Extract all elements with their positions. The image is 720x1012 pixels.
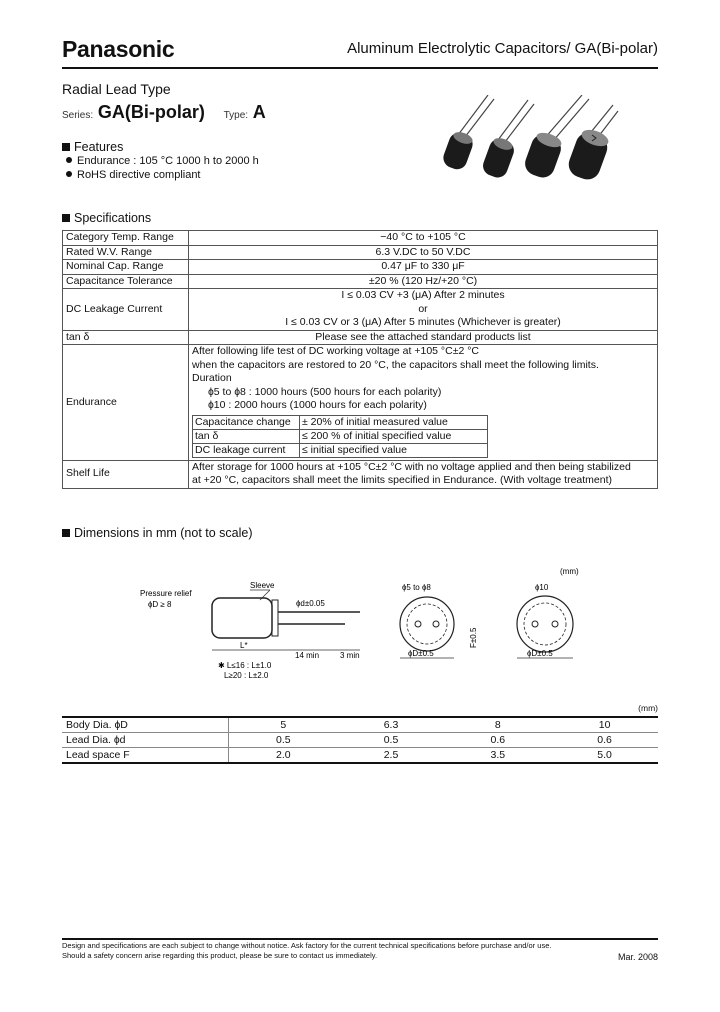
spec-label: DC Leakage Current bbox=[63, 289, 189, 331]
dim-cell: 0.6 bbox=[551, 733, 658, 748]
dim-label: Lead Dia. ɸd bbox=[62, 733, 229, 748]
spec-label: Capacitance Tolerance bbox=[63, 274, 189, 289]
limit-value: ≤ initial specified value bbox=[300, 443, 488, 457]
spec-value: ±20 % (120 Hz/+20 °C) bbox=[189, 274, 658, 289]
bullet-icon bbox=[66, 171, 72, 177]
spec-value bbox=[189, 460, 658, 488]
dimension-drawing bbox=[140, 562, 580, 687]
dim-cell: 10 bbox=[551, 717, 658, 733]
footer-line: Design and specifications are each subject to change without notice. Ask factory for the current technical specifications before purchase and/or use. bbox=[62, 941, 552, 950]
table-row bbox=[63, 274, 658, 289]
front-view-small-label: ɸ5 to ɸ8 bbox=[402, 583, 431, 592]
footer-rule bbox=[62, 938, 658, 940]
type-label: Type: bbox=[223, 110, 249, 121]
pressure-relief-note: ɸD ≥ 8 bbox=[148, 600, 172, 609]
limit-item: tan δ bbox=[193, 429, 300, 443]
table-row bbox=[63, 260, 658, 275]
header-rule bbox=[62, 67, 658, 69]
endurance-text: when the capacitors are restored to 20 °C, the capacitors shall meet the following limits. bbox=[192, 358, 599, 371]
pressure-relief-label: Pressure relief bbox=[140, 589, 192, 598]
front-view-small-diameter: ɸD±0.5 bbox=[408, 649, 434, 658]
feature-item: Endurance : 105 °C 1000 h to 2000 h bbox=[66, 155, 259, 167]
front-view-large-label: ɸ10 bbox=[535, 583, 549, 592]
spec-label: Rated W.V. Range bbox=[63, 245, 189, 260]
dim-cell: 0.5 bbox=[338, 733, 445, 748]
table-row bbox=[193, 415, 488, 429]
dimensions-heading: Dimensions in mm (not to scale) bbox=[62, 526, 253, 540]
spec-label: Shelf Life bbox=[63, 460, 189, 488]
heading-square-icon bbox=[62, 143, 70, 151]
unit-label: (mm) bbox=[560, 567, 579, 576]
endurance-text: ɸ10 : 2000 hours (1000 hours for each polarity) bbox=[208, 399, 427, 411]
dimensions-table bbox=[62, 716, 658, 764]
length-note-2: L≥20 : L±2.0 bbox=[224, 671, 269, 680]
spec-label: Nominal Cap. Range bbox=[63, 260, 189, 275]
shelf-life-text: After storage for 1000 hours at +105 °C±2 °C with no voltage applied and then being stabilized bbox=[192, 460, 631, 473]
leakage-line-2: or bbox=[418, 302, 428, 315]
lead-space-label: F±0.5 bbox=[469, 627, 478, 648]
document-date: Mar. 2008 bbox=[617, 952, 658, 962]
dim-cell: 0.6 bbox=[444, 733, 551, 748]
endurance-text: ɸ5 to ɸ8 : 1000 hours (500 hours for each polarity) bbox=[208, 385, 442, 398]
length-label: L* bbox=[240, 641, 248, 650]
front-view-large-diameter: ɸD±0.5 bbox=[527, 649, 553, 658]
dim-cell: 2.5 bbox=[338, 748, 445, 764]
type-value: A bbox=[252, 102, 266, 122]
endurance-text: Duration bbox=[192, 372, 232, 384]
endurance-text: After following life test of DC working voltage at +105 °C±2 °C bbox=[192, 345, 480, 357]
capacitor-product-image bbox=[432, 95, 622, 190]
table-row bbox=[62, 733, 658, 748]
dim-cell: 8 bbox=[444, 717, 551, 733]
limit-value: ± 20% of initial measured value bbox=[300, 415, 488, 429]
footer-line: Should a safety concern arise regarding this product, please be sure to contact us immediately. bbox=[62, 951, 378, 960]
length-note-1: ✱ L≤16 : L±1.0 bbox=[218, 661, 272, 670]
sleeve-label: Sleeve bbox=[250, 581, 275, 590]
spec-value: 0.47 μF to 330 μF bbox=[189, 260, 658, 275]
bullet-icon bbox=[66, 157, 72, 163]
table-row bbox=[63, 231, 658, 246]
brand-logo: Panasonic bbox=[62, 36, 175, 62]
table-row bbox=[63, 245, 658, 260]
spec-label: Endurance bbox=[63, 345, 189, 461]
series-row bbox=[62, 102, 280, 123]
table-row bbox=[193, 443, 488, 457]
dim-label: Lead space F bbox=[62, 748, 229, 764]
dim-cell: 2.0 bbox=[229, 748, 338, 764]
dim-cell: 5 bbox=[229, 717, 338, 733]
feature-item: RoHS directive compliant bbox=[66, 169, 201, 181]
lead-length-label: 14 min bbox=[295, 651, 320, 660]
series-value: GA(Bi-polar) bbox=[97, 102, 205, 122]
dim-cell: 0.5 bbox=[229, 733, 338, 748]
table-row bbox=[63, 289, 658, 331]
limit-item: DC leakage current bbox=[193, 443, 300, 457]
document-title: Aluminum Electrolytic Capacitors/ GA(Bi-polar) bbox=[347, 40, 658, 57]
dim-cell: 3.5 bbox=[444, 748, 551, 764]
leakage-line-3: I ≤ 0.03 CV or 3 (μA) After 5 minutes (Whichever is greater) bbox=[285, 316, 561, 328]
features-heading: Features bbox=[62, 140, 123, 154]
spec-label: Category Temp. Range bbox=[63, 231, 189, 246]
series-label: Series: bbox=[62, 110, 94, 121]
dim-cell: 6.3 bbox=[338, 717, 445, 733]
table-row bbox=[63, 345, 658, 461]
dim-label: Body Dia. ɸD bbox=[62, 717, 229, 733]
table-unit-label: (mm) bbox=[638, 703, 658, 713]
leakage-line-1: I ≤ 0.03 CV +3 (μA) After 2 minutes bbox=[341, 289, 505, 301]
spec-value: Please see the attached standard products list bbox=[189, 330, 658, 345]
heading-square-icon bbox=[62, 529, 70, 537]
table-row bbox=[62, 717, 658, 733]
specifications-table bbox=[62, 230, 658, 489]
dim-cell: 5.0 bbox=[551, 748, 658, 764]
spec-value bbox=[189, 289, 658, 331]
table-row bbox=[63, 330, 658, 345]
spec-value bbox=[189, 345, 658, 461]
lead-min-label: 3 min bbox=[340, 651, 360, 660]
spec-value: 6.3 V.DC to 50 V.DC bbox=[189, 245, 658, 260]
lead-diameter-label: ɸd±0.05 bbox=[296, 599, 325, 608]
table-row bbox=[62, 748, 658, 764]
heading-square-icon bbox=[62, 214, 70, 222]
spec-label: tan δ bbox=[63, 330, 189, 345]
specifications-heading: Specifications bbox=[62, 211, 151, 225]
limit-value: ≤ 200 % of initial specified value bbox=[300, 429, 488, 443]
shelf-life-text: at +20 °C, capacitors shall meet the limits specified in Endurance. (With voltage treatment) bbox=[192, 474, 613, 486]
limit-item: Capacitance change bbox=[193, 415, 300, 429]
spec-value: −40 °C to +105 °C bbox=[189, 231, 658, 246]
table-row bbox=[193, 429, 488, 443]
footer-notice bbox=[62, 941, 622, 961]
table-row bbox=[63, 460, 658, 488]
lead-type: Radial Lead Type bbox=[62, 81, 171, 97]
endurance-limits-table bbox=[192, 415, 488, 458]
